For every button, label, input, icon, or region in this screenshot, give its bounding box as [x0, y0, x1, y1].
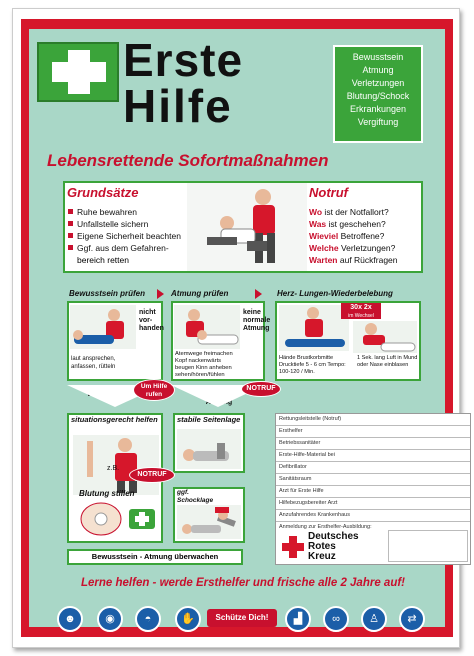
arrow-right-icon	[255, 289, 262, 299]
grundsaetze-box	[67, 185, 185, 266]
face-shield-icon: ◉	[97, 606, 123, 632]
monitor-bar: Bewusstsein - Atmung überwachen	[67, 549, 243, 565]
form-line[interactable]: Ersthelfer	[276, 426, 470, 438]
coverall-icon: ♙	[361, 606, 387, 632]
notruf-w: Wo	[309, 207, 323, 217]
form-line[interactable]: Anzufahrendes Krankenhaus	[276, 510, 470, 522]
first-aid-cross-icon	[37, 42, 119, 102]
chest-compression-illustration	[279, 305, 349, 351]
compression-text: Hände Brustkorbmitte Drucktiefe 5 - 6 cm Tempo: 100-120 / Min.	[279, 355, 346, 375]
drk-line: Rotes	[308, 541, 336, 552]
emergency-contacts-form	[275, 413, 471, 565]
notruf-title: Notruf	[309, 185, 348, 200]
topic: Vergiftung	[357, 117, 399, 127]
step-bewusstsein: Bewusstsein prüfen	[69, 289, 146, 298]
rescue-breath-illustration	[353, 321, 417, 353]
form-line[interactable]: Hilfebezugsbereiter Arzt	[276, 498, 470, 510]
keine-atmung-label: keine normale Atmung	[243, 309, 271, 332]
notruf-badge: NOTRUF	[241, 381, 281, 397]
check-breathing-illustration	[174, 305, 240, 349]
notruf-badge-2: NOTRUF	[129, 467, 175, 483]
topics-box	[333, 45, 423, 143]
principle-item: Ggf. aus dem Gefahren-	[67, 242, 185, 254]
red-cross-icon	[282, 536, 304, 558]
notruf-w: Warten	[309, 255, 338, 265]
bandage-icon	[79, 501, 123, 537]
drk-logo-text	[308, 532, 359, 562]
vorhanden-label: vorhanden	[87, 391, 123, 398]
breath-text: 1 Sek. lang Luft in Mund oder Nase einblasen	[357, 355, 418, 368]
blutung-label: Blutung stillen	[79, 489, 135, 498]
poster	[12, 8, 460, 648]
zb-label: z.B.	[107, 465, 120, 472]
step-herz: Herz- Lungen-Wiederbelebung	[277, 289, 393, 298]
notruf-w: Was	[309, 219, 327, 229]
notruf-q: auf Rückfragen	[337, 255, 398, 265]
form-line[interactable]: Arzt für Erste Hilfe	[276, 486, 470, 498]
goggles-icon: ∞	[323, 606, 349, 632]
ear-protection-icon: ⇄	[399, 606, 425, 632]
cpr-ratio-badge	[341, 303, 381, 319]
glove-icon: ✋	[175, 606, 201, 632]
ansprechen-text: laut ansprechen, anfassen, rütteln	[71, 356, 116, 370]
principle-item: Eigene Sicherheit beachten	[67, 230, 185, 242]
cpr-ratio-30: 30x	[350, 304, 362, 311]
title-line-1: Erste	[123, 34, 244, 86]
boot-icon: ▟	[285, 606, 311, 632]
notruf-q: ist der Notfallort?	[322, 207, 389, 217]
form-line[interactable]: Defibrillator	[276, 462, 470, 474]
ausbildung-line[interactable]: Anmeldung zur Ersthelfer-Ausbildung:	[279, 524, 372, 530]
stamp-field[interactable]	[388, 530, 468, 562]
principle-item: Ruhe bewahren	[67, 206, 185, 218]
topic: Atmung	[362, 65, 394, 75]
subtitle: Lebensrettende Sofortmaßnahmen	[47, 151, 329, 170]
principle-item-cont: bereich retten	[77, 255, 129, 265]
topic: Bewusstsein	[352, 52, 404, 62]
form-line[interactable]: Rettungsleitstelle (Notruf)	[276, 414, 470, 426]
form-line[interactable]: Erste-Hilfe-Material bei	[276, 450, 470, 462]
um-hilfe-badge: Um Hilfe rufen	[133, 379, 175, 401]
drk-line: Deutsches	[308, 531, 359, 542]
situationsgerecht-title: situationsgerecht helfen	[71, 415, 158, 424]
step-atmung: Atmung prüfen	[171, 289, 229, 298]
topic: Verletzungen	[351, 78, 405, 88]
topic: Blutung/Schock	[346, 91, 410, 101]
head-protection-icon: ☻	[57, 606, 83, 632]
cpr-note: im Wechsel	[348, 313, 374, 319]
form-line[interactable]: Sanitätsraum	[276, 474, 470, 486]
form-line[interactable]: Betriebssanitäter	[276, 438, 470, 450]
rescue-illustration	[187, 183, 307, 271]
footer-slogan: Lerne helfen - werde Ersthelfer und frische alle 2 Jahre auf!	[80, 577, 406, 589]
atemwege-text: Atemwege freimachen Kopf nackenwärts beugen Kinn anheben sehen/hören/fühlen	[175, 351, 233, 378]
notruf-q: ist geschehen?	[326, 219, 386, 229]
arrow-right-icon	[157, 289, 164, 299]
first-aid-kit-icon	[127, 503, 157, 533]
seitenlage-title: stabile Seitenlage	[177, 415, 241, 424]
topic: Erkrankungen	[349, 104, 407, 114]
schuetze-dich-badge: Schütze Dich!	[207, 609, 277, 627]
recovery-position-illustration	[177, 429, 241, 469]
drk-line: Kreuz	[308, 551, 336, 562]
shock-position-illustration	[177, 505, 241, 539]
notruf-q: Verletzungen?	[338, 243, 396, 253]
schocklage-title: ggf. Schocklage	[177, 489, 214, 504]
title-line-2: Hilfe	[123, 80, 233, 132]
cpr-ratio-2: 2x	[363, 304, 372, 311]
notruf-w: Welche	[309, 243, 339, 253]
notruf-box	[309, 185, 421, 266]
normale-atmung-label: normale Atmung	[205, 391, 233, 406]
notruf-q: Betroffene?	[338, 231, 385, 241]
nicht-vorhanden-label: nicht vor-handen	[139, 309, 164, 332]
hard-hat-icon: ◓	[135, 606, 161, 632]
notruf-w: Wieviel	[309, 231, 339, 241]
grundsaetze-title: Grundsätze	[67, 185, 139, 200]
check-consciousness-illustration	[70, 305, 136, 349]
principle-item: Unfallstelle sichern	[67, 218, 185, 230]
